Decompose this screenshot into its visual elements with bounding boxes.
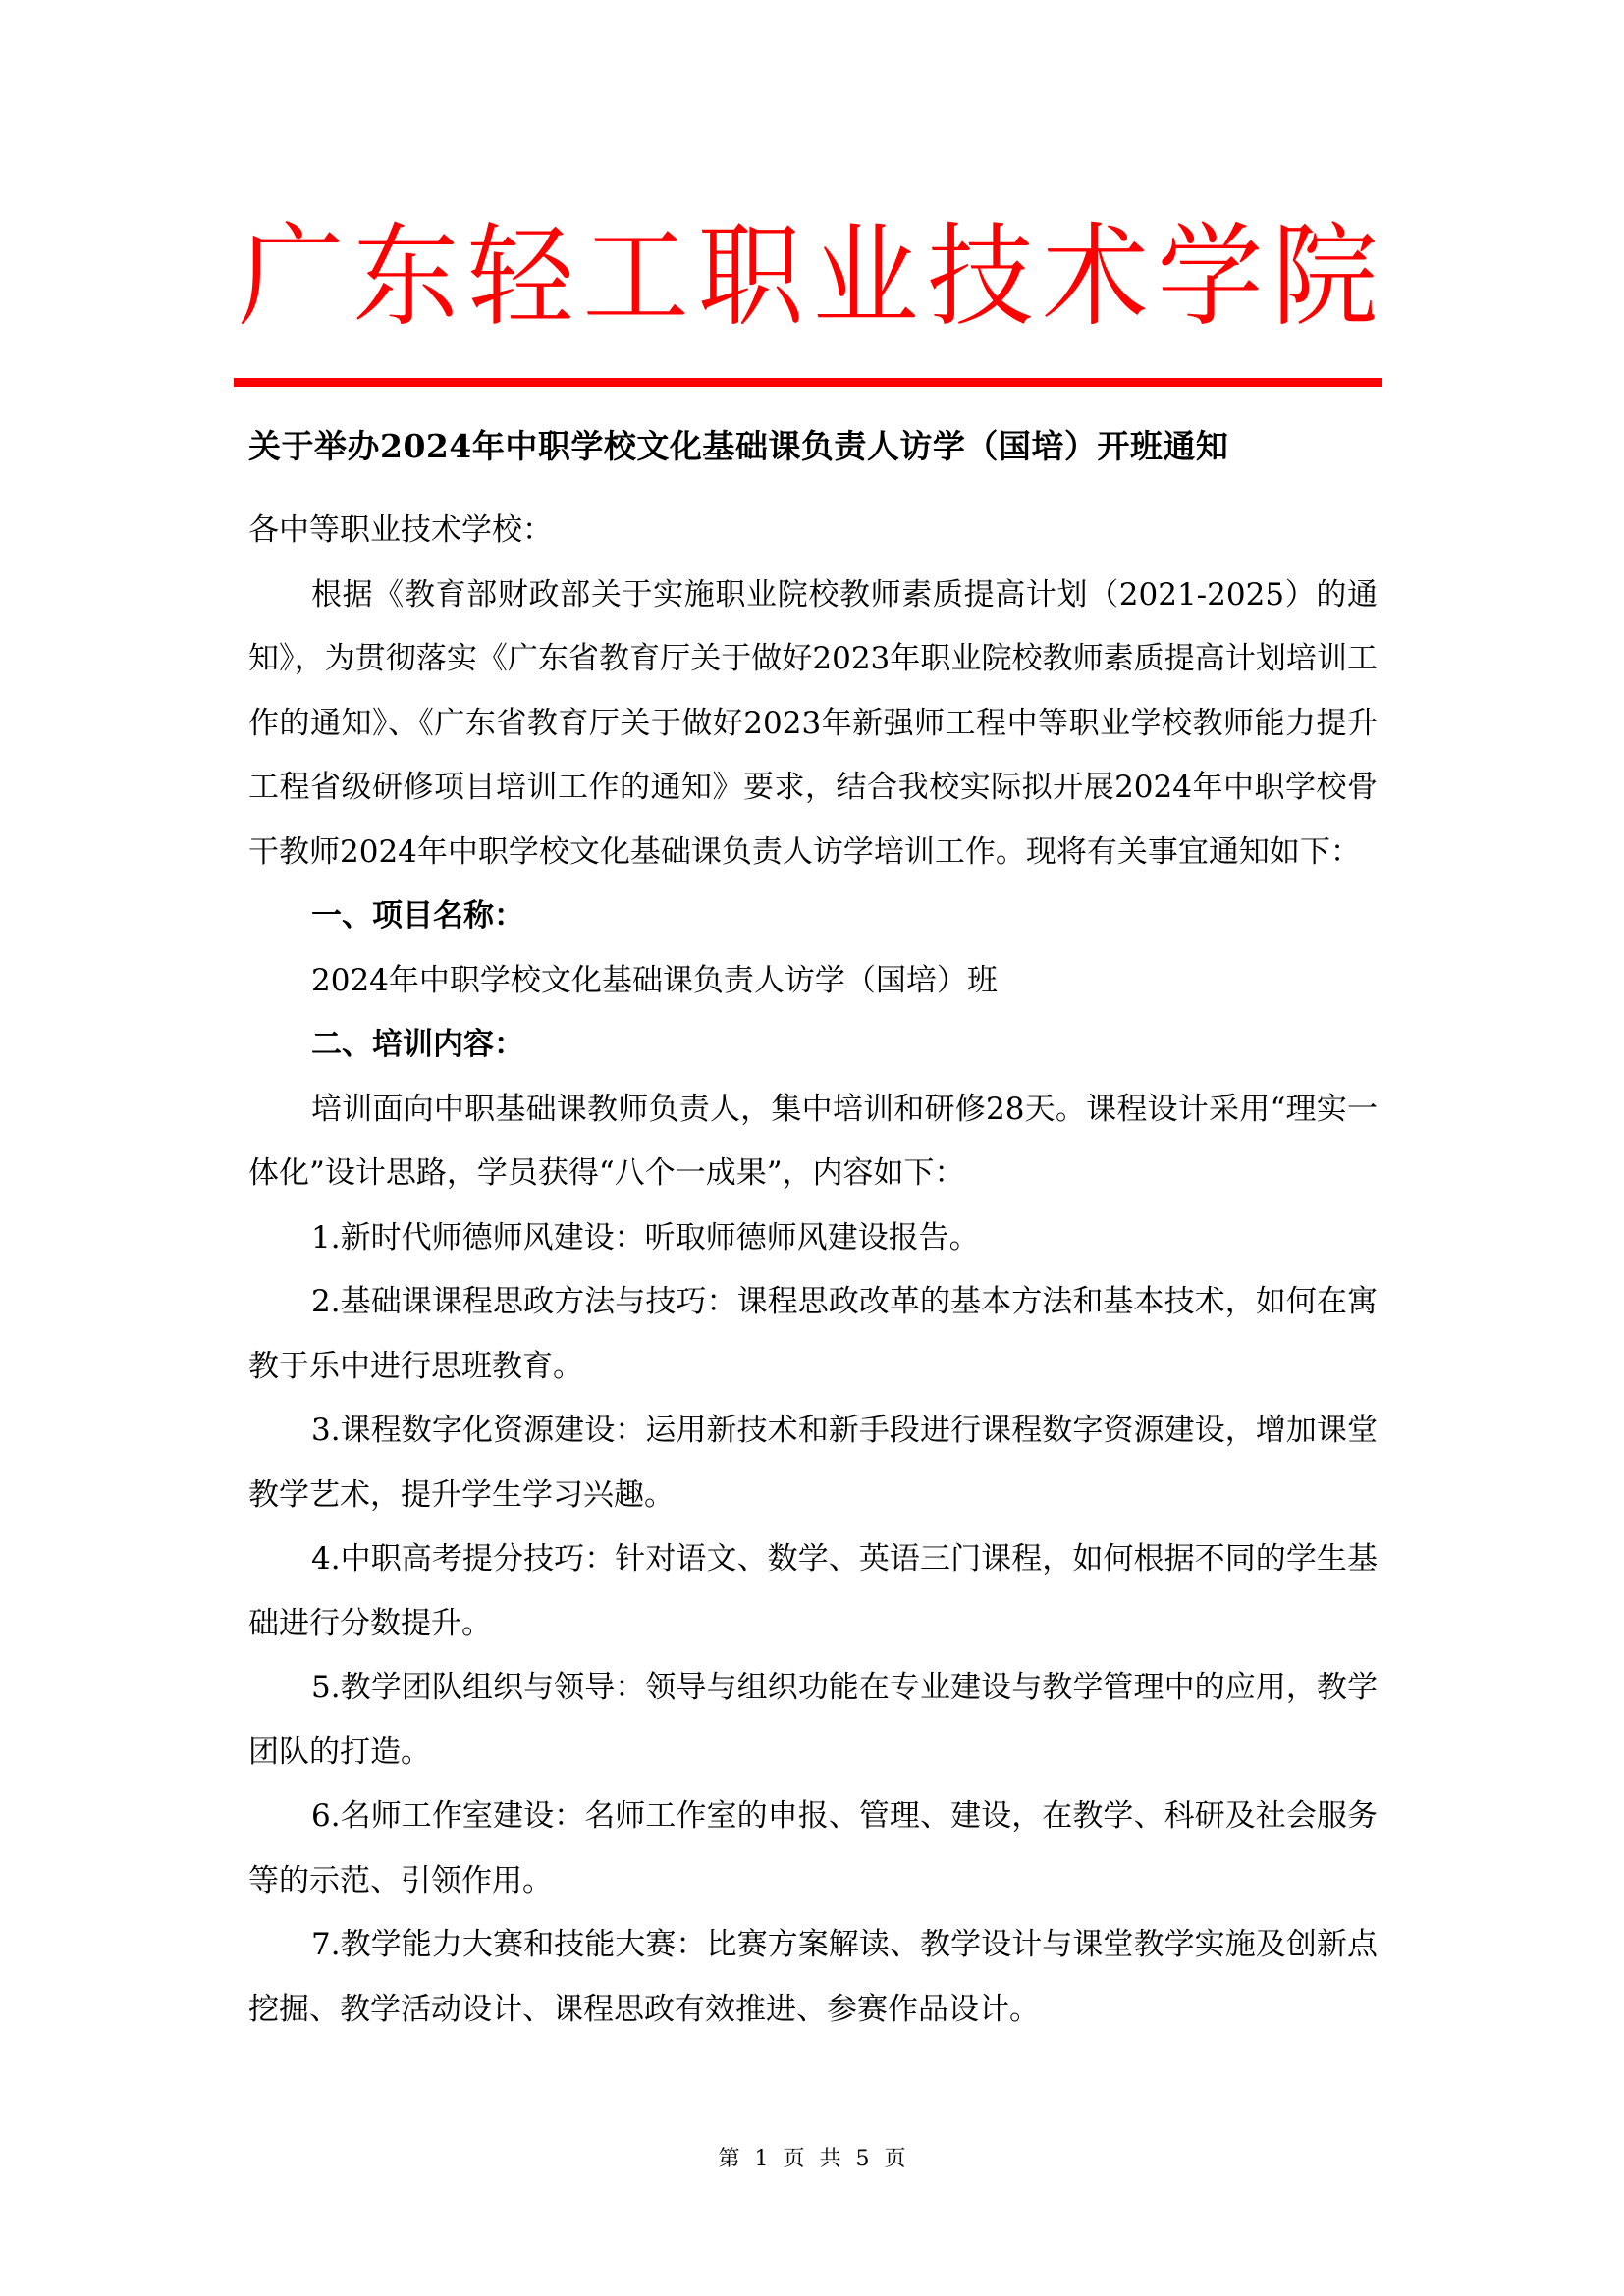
letterhead-char: 学 [1157, 212, 1264, 343]
content-item: 2.基础课课程思政方法与技巧：课程思政改革的基本方法和基本技术，如何在寓教于乐中进行思班教育。 [248, 1284, 1378, 1384]
section-text-project-name: 2024年中职学校文化基础课负责人访学（国培）班 [311, 962, 998, 998]
content-item: 3.课程数字化资源建设：运用新技术和新手段进行课程数字资源建设，增加课堂教学艺术，提升学生学习兴趣。 [248, 1413, 1378, 1513]
section-text-training-content: 培训面向中职基础课教师负责人，集中培训和研修28天。课程设计采用“理实一体化”设计思路，学员获得“八个一成果”，内容如下： [248, 1091, 1378, 1191]
letterhead-char: 术 [1042, 212, 1149, 343]
letterhead-char: 东 [352, 212, 460, 343]
content-item: 1.新时代师德师风建设：听取师德师风建设报告。 [311, 1219, 980, 1255]
document-body [248, 499, 1378, 2042]
document-title: 关于举办2024年中职学校文化基础课负责人访学（国培）开班通知 [248, 427, 1229, 465]
section-heading-project-name: 一、项目名称： [311, 898, 524, 934]
intro-paragraph: 根据《教育部财政部关于实施职业院校教师素质提高计划（2021-2025）的通知》，为贯彻落实《广东省教育厅关于做好2023年职业院校教师素质提高计划培训工作的通知》、《广东省教育厅关于做好2023年新强师工程中等职业学校教师能力提升工程省级研修项目培训工作的通知》要求，结合我校实际拟开展2024年中职学校骨干教师2024年中职学校文化基础课负责人访学培训工作。现将有关事宜通知如下： [248, 576, 1378, 870]
content-item: 7.教学能力大赛和技能大赛：比赛方案解读、教学设计与课堂教学实施及创新点挖掘、教学活动设计、课程思政有效推进、参赛作品设计。 [248, 1927, 1378, 2027]
content-item: 5.教学团队组织与领导：领导与组织功能在专业建设与教学管理中的应用，教学团队的打造。 [248, 1670, 1378, 1770]
letterhead-char: 工 [582, 212, 689, 343]
letterhead-char: 技 [927, 212, 1034, 343]
content-item: 6.名师工作室建设：名师工作室的申报、管理、建设，在教学、科研及社会服务等的示范、引领作用。 [248, 1798, 1378, 1898]
letterhead-red-divider [234, 378, 1382, 387]
salutation: 各中等职业技术学校： [248, 512, 553, 548]
letterhead-char: 广 [238, 212, 345, 343]
letterhead-institution-name [234, 211, 1382, 346]
content-item: 4.中职高考提分技巧：针对语文、数学、英语三门课程，如何根据不同的学生基础进行分数提升。 [248, 1541, 1378, 1641]
letterhead-char: 业 [812, 212, 919, 343]
letterhead-char: 职 [697, 212, 804, 343]
section-heading-training-content: 二、培训内容： [311, 1027, 524, 1062]
letterhead-char: 院 [1272, 212, 1379, 343]
page-number-footer: 第 1 页 共 5 页 [718, 2147, 906, 2171]
letterhead-char: 轻 [467, 212, 574, 343]
